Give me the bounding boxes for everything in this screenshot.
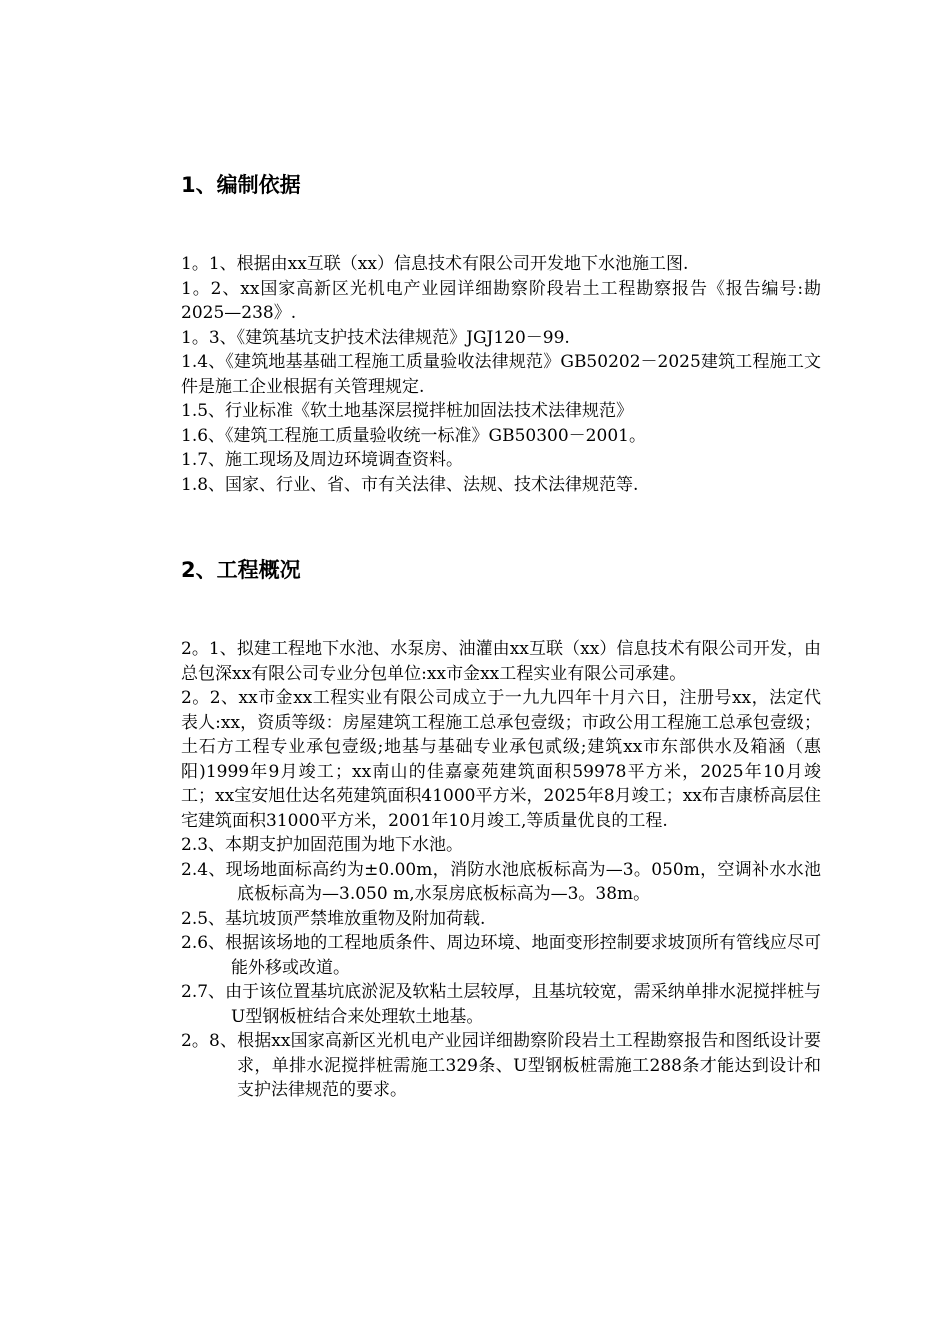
basis-item-1-7: 1.7、施工现场及周边环境调查资料。 <box>181 450 464 470</box>
basis-item-1-5: 1.5、行业标准《软土地基深层搅拌桩加固法技术法律规范》 <box>181 401 634 421</box>
overview-item-2-6: 2.6、根据该场地的工程地质条件、周边环境、地面变形控制要求坡顶所有管线应尽可能外移或改道。 <box>181 933 821 978</box>
overview-paragraphs <box>181 637 821 1103</box>
basis-item-1-6: 1.6、《建筑工程施工质量验收统一标准》GB50300－2001。 <box>181 425 646 446</box>
overview-item-2-1: 2。1、拟建工程地下水池、水泵房、油灌由xx互联（xx）信息技术有限公司开发，由总包深xx有限公司专业分包单位:xx市金xx工程实业有限公司承建。 <box>181 639 821 684</box>
overview-item-2-2: 2。2、xx市金xx工程实业有限公司成立于一九九四年十月六日，注册号xx，法定代表人:xx，资质等级：房屋建筑工程施工总承包壹级；市政公用工程施工总承包壹级；土石方工程专业承包壹级;地基与基础专业承包贰级;建筑xx市东部供水及箱涵（惠阳)1999年9月竣工；xx南山的佳嘉豪苑建筑面积59978平方米，2025年10月竣工；xx宝安旭仕达名苑建筑面积41000平方米，2025年8月竣工；xx布吉康桥高层住宅建筑面积31000平方米，2001年10月竣工,等质量优良的工程. <box>181 688 821 831</box>
basis-item-1-3: 1。3、《建筑基坑支护技术法律规范》JGJ120－99. <box>181 327 570 348</box>
section-heading-basis: 1、编制依据 <box>181 173 301 197</box>
section-heading-overview: 2、工程概况 <box>181 558 301 582</box>
overview-item-2-5: 2.5、基坑坡顶严禁堆放重物及附加荷载. <box>181 908 486 929</box>
basis-item-1-4: 1.4、《建筑地基基础工程施工质量验收法律规范》GB50202－2025建筑工程施工文件是施工企业根据有关管理规定. <box>181 352 821 397</box>
overview-item-2-4: 2.4、现场地面标高约为±0.00m，消防水池底板标高为—3。050m，空调补水水池底板标高为—3.050 m,水泵房底板标高为—3。38m。 <box>181 859 821 904</box>
basis-paragraphs <box>181 252 821 497</box>
basis-item-1-1: 1。1、根据由xx互联（xx）信息技术有限公司开发地下水池施工图. <box>181 254 689 274</box>
basis-item-1-2: 1。2、xx国家高新区光机电产业园详细勘察阶段岩土工程勘察报告《报告编号:勘2025—238》. <box>181 278 821 323</box>
overview-item-2-7: 2.7、由于该位置基坑底淤泥及软粘土层较厚，且基坑较宽，需采纳单排水泥搅拌桩与U型钢板桩结合来处理软土地基。 <box>181 982 821 1027</box>
overview-item-2-8: 2。8、根据xx国家高新区光机电产业园详细勘察阶段岩土工程勘察报告和图纸设计要求，单排水泥搅拌桩需施工329条、U型钢板桩需施工288条才能达到设计和支护法律规范的要求。 <box>181 1031 821 1100</box>
overview-item-2-3: 2.3、本期支护加固范围为地下水池。 <box>181 835 464 855</box>
basis-item-1-8: 1.8、国家、行业、省、市有关法律、法规、技术法律规范等. <box>181 474 639 495</box>
